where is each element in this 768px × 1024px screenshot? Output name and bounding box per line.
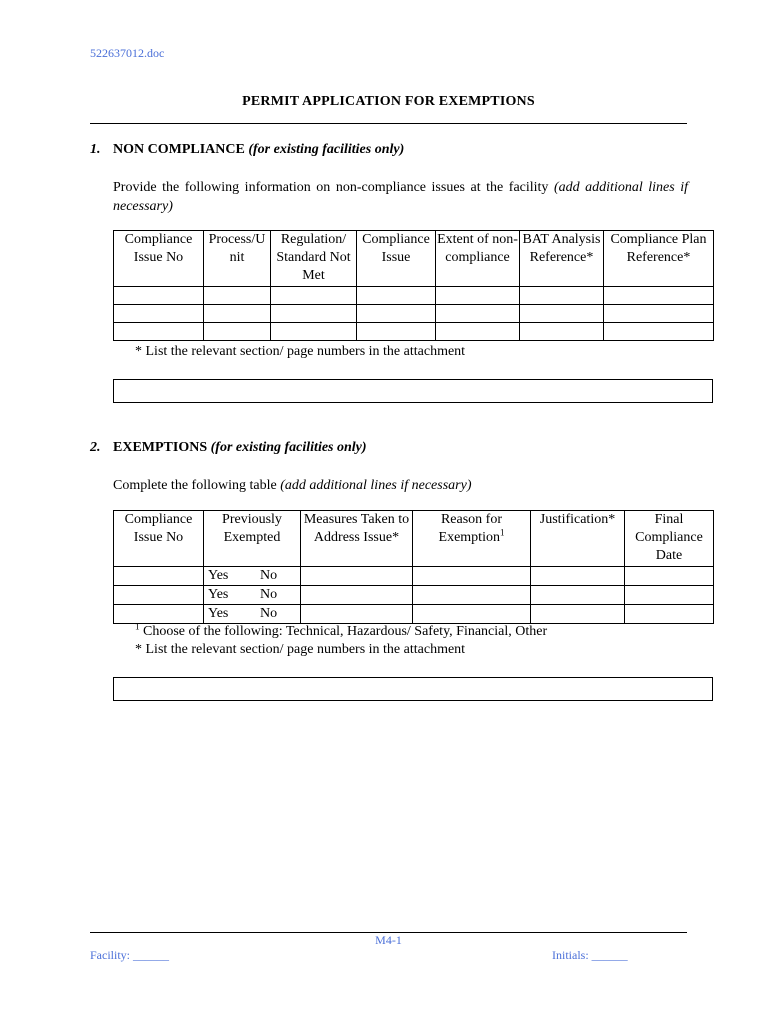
exemptions-table (113, 510, 714, 624)
col-header: Compliance Issue (357, 231, 436, 287)
section2-title: EXEMPTIONS (113, 440, 208, 455)
footnote1-text: Choose of the following: Technical, Hazardous/ Safety, Financial, Other (143, 624, 548, 639)
col-header: Process/U nit (204, 231, 271, 287)
no-option[interactable]: No (260, 587, 278, 602)
section1-title: NON COMPLIANCE (113, 142, 245, 157)
no-option[interactable]: No (260, 606, 278, 621)
table-header-row (114, 511, 714, 567)
table-cell[interactable] (204, 287, 271, 305)
section2-number: 2. (90, 440, 101, 455)
footnote-mark: 1 (499, 527, 505, 538)
document-filename: 522637012.doc (90, 46, 165, 60)
col-header: Regulation/ Standard Not Met (271, 231, 357, 287)
section1-instruction (113, 178, 688, 216)
col-header: Extent of non-compliance (436, 231, 520, 287)
previously-exempted-cell (204, 567, 301, 586)
col-header: Compliance Issue No (114, 231, 204, 287)
table-cell[interactable] (357, 305, 436, 323)
section2-instruction-note: (add additional lines if necessary) (280, 478, 472, 493)
title-divider (90, 123, 687, 124)
table-cell[interactable] (413, 586, 531, 605)
section1-instruction-text: Provide the following information on non-compliance issues at the facility (113, 180, 549, 195)
table-cell[interactable] (114, 605, 204, 624)
table-cell[interactable] (531, 605, 625, 624)
non-compliance-table (113, 230, 714, 341)
table-cell[interactable] (204, 305, 271, 323)
initials-field[interactable]: Initials: ______ (552, 948, 628, 962)
table-header-row (114, 231, 714, 287)
table-cell[interactable] (604, 305, 714, 323)
section2-instruction (113, 476, 688, 495)
col-header: BAT Analysis Reference* (520, 231, 604, 287)
footnote-mark: 1 (135, 621, 140, 632)
table-cell[interactable] (357, 323, 436, 341)
table-cell[interactable] (114, 323, 204, 341)
table-cell[interactable] (625, 567, 714, 586)
page-number: M4-1 (375, 933, 402, 947)
section2-footnote2: * List the relevant section/ page numbers in the attachment (135, 642, 466, 657)
table-row (114, 305, 714, 323)
section2-heading (90, 440, 367, 456)
table-row (114, 287, 714, 305)
table-row (114, 567, 714, 586)
table-cell[interactable] (413, 567, 531, 586)
col-header: Final Compliance Date (625, 511, 714, 567)
section1-attachment-box[interactable] (113, 379, 713, 403)
table-cell[interactable] (604, 323, 714, 341)
table-cell[interactable] (301, 586, 413, 605)
table-cell[interactable] (625, 605, 714, 624)
table-cell[interactable] (520, 323, 604, 341)
table-cell[interactable] (301, 605, 413, 624)
table-cell[interactable] (301, 567, 413, 586)
table-cell[interactable] (114, 305, 204, 323)
yes-option[interactable]: Yes (208, 568, 229, 583)
table-cell[interactable] (357, 287, 436, 305)
no-option[interactable]: No (260, 568, 278, 583)
previously-exempted-cell (204, 605, 301, 624)
table-cell[interactable] (625, 586, 714, 605)
page-title: PERMIT APPLICATION FOR EXEMPTIONS (242, 94, 535, 109)
section1-instruction-note: (add additional lines if necessary) (113, 180, 688, 214)
table-cell[interactable] (271, 323, 357, 341)
section2-instruction-text: Complete the following table (113, 478, 277, 493)
section1-heading (90, 142, 404, 158)
table-cell[interactable] (531, 586, 625, 605)
facility-field[interactable]: Facility: ______ (90, 948, 169, 962)
col-header: Previously Exempted (204, 511, 301, 567)
table-cell[interactable] (271, 287, 357, 305)
table-cell[interactable] (436, 305, 520, 323)
table-cell[interactable] (520, 305, 604, 323)
table-row (114, 323, 714, 341)
yes-option[interactable]: Yes (208, 587, 229, 602)
table-cell[interactable] (114, 567, 204, 586)
previously-exempted-cell (204, 586, 301, 605)
table-row (114, 605, 714, 624)
col-header (413, 511, 531, 567)
col-header: Compliance Plan Reference* (604, 231, 714, 287)
table-cell[interactable] (531, 567, 625, 586)
table-cell[interactable] (271, 305, 357, 323)
table-cell[interactable] (604, 287, 714, 305)
section1-number: 1. (90, 142, 101, 157)
col-header: Justification* (531, 511, 625, 567)
section2-note: (for existing facilities only) (210, 440, 367, 455)
table-cell[interactable] (413, 605, 531, 624)
col-header-text: Reason for Exemption (438, 512, 503, 545)
section2-attachment-box[interactable] (113, 677, 713, 701)
table-cell[interactable] (520, 287, 604, 305)
col-header: Measures Taken to Address Issue* (301, 511, 413, 567)
table-cell[interactable] (114, 287, 204, 305)
table-cell[interactable] (436, 287, 520, 305)
table-cell[interactable] (114, 586, 204, 605)
section2-footnote1 (135, 621, 548, 640)
col-header: Compliance Issue No (114, 511, 204, 567)
yes-option[interactable]: Yes (208, 606, 229, 621)
section1-note: (for existing facilities only) (248, 142, 405, 157)
section1-footnote: * List the relevant section/ page numbers in the attachment (135, 344, 466, 359)
table-cell[interactable] (436, 323, 520, 341)
table-row (114, 586, 714, 605)
table-cell[interactable] (204, 323, 271, 341)
